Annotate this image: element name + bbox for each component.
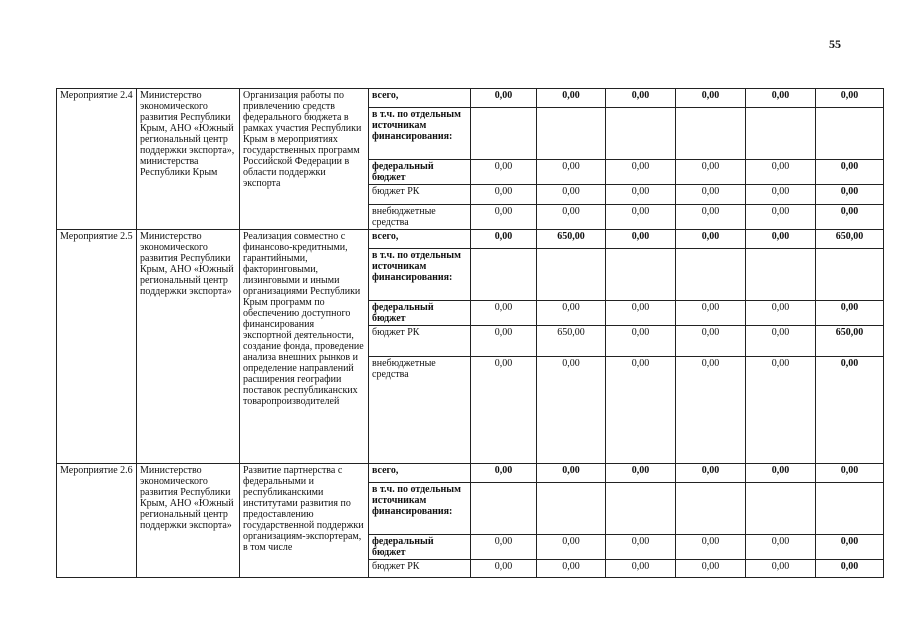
budget-table	[56, 88, 884, 578]
event-name: Мероприятие 2.6	[57, 464, 137, 578]
amount-cell: 0,00	[606, 160, 676, 185]
amount-cell	[746, 108, 816, 160]
amount-cell: 0,00	[471, 464, 537, 483]
amount-cell	[471, 108, 537, 160]
amount-cell: 0,00	[746, 535, 816, 560]
amount-cell	[816, 108, 884, 160]
funding-source-label: всего,	[369, 464, 471, 483]
amount-cell: 0,00	[746, 205, 816, 230]
amount-cell: 0,00	[746, 326, 816, 357]
amount-cell	[606, 249, 676, 301]
amount-cell: 0,00	[606, 185, 676, 205]
amount-cell: 0,00	[676, 205, 746, 230]
event-description: Организация работы по привлечению средств федерального бюджета в рамках участия Республики Крым в мероприятиях государственных программ Российской Федерации в области поддержки экспорта	[240, 89, 369, 230]
amount-cell: 0,00	[676, 535, 746, 560]
amount-cell: 0,00	[537, 357, 606, 464]
amount-cell: 0,00	[471, 205, 537, 230]
amount-cell: 0,00	[471, 185, 537, 205]
amount-cell: 0,00	[816, 160, 884, 185]
amount-cell: 0,00	[676, 185, 746, 205]
amount-cell: 0,00	[537, 89, 606, 108]
amount-cell	[537, 249, 606, 301]
amount-cell: 650,00	[537, 326, 606, 357]
event-description: Развитие партнерства с федеральными и республиканскими институтами развития по предоставлению государственной поддержки организациям-экспортерам, в том числе	[240, 464, 369, 578]
amount-cell: 650,00	[537, 230, 606, 249]
amount-cell: 0,00	[676, 89, 746, 108]
amount-cell: 0,00	[606, 357, 676, 464]
funding-source-label: бюджет РК	[369, 185, 471, 205]
amount-cell: 0,00	[471, 160, 537, 185]
budget-table-body	[57, 89, 884, 578]
amount-cell: 0,00	[746, 301, 816, 326]
amount-cell: 0,00	[537, 185, 606, 205]
funding-source-label: федеральный бюджет	[369, 160, 471, 185]
amount-cell: 0,00	[816, 185, 884, 205]
amount-cell: 0,00	[537, 301, 606, 326]
amount-cell: 0,00	[606, 560, 676, 578]
amount-cell: 0,00	[471, 89, 537, 108]
amount-cell	[676, 483, 746, 535]
executor: Министерство экономического развития Республики Крым, АНО «Южный региональный центр поддержки экспорта»	[137, 464, 240, 578]
funding-source-label: в т.ч. по отдельным источникам финансирования:	[369, 249, 471, 301]
amount-cell	[676, 249, 746, 301]
amount-cell: 0,00	[676, 464, 746, 483]
funding-source-label: в т.ч. по отдельным источникам финансирования:	[369, 108, 471, 160]
amount-cell: 0,00	[816, 464, 884, 483]
table-row	[57, 89, 884, 108]
amount-cell: 0,00	[746, 185, 816, 205]
amount-cell: 650,00	[816, 326, 884, 357]
amount-cell: 0,00	[471, 301, 537, 326]
amount-cell: 0,00	[606, 301, 676, 326]
amount-cell: 0,00	[606, 89, 676, 108]
amount-cell	[471, 483, 537, 535]
amount-cell: 0,00	[537, 535, 606, 560]
amount-cell: 0,00	[816, 205, 884, 230]
amount-cell: 0,00	[816, 301, 884, 326]
amount-cell: 0,00	[606, 326, 676, 357]
executor: Министерство экономического развития Республики Крым, АНО «Южный региональный центр поддержки экспорта», министерства Республики Крым	[137, 89, 240, 230]
amount-cell: 0,00	[471, 560, 537, 578]
amount-cell: 0,00	[816, 89, 884, 108]
amount-cell: 0,00	[471, 535, 537, 560]
table-row	[57, 230, 884, 249]
amount-cell: 0,00	[471, 326, 537, 357]
amount-cell: 0,00	[746, 464, 816, 483]
funding-source-label: внебюджетные средства	[369, 205, 471, 230]
amount-cell	[676, 108, 746, 160]
amount-cell	[537, 108, 606, 160]
amount-cell: 0,00	[676, 357, 746, 464]
funding-source-label: в т.ч. по отдельным источникам финансирования:	[369, 483, 471, 535]
amount-cell: 0,00	[816, 535, 884, 560]
amount-cell: 0,00	[606, 535, 676, 560]
amount-cell	[746, 483, 816, 535]
event-name: Мероприятие 2.4	[57, 89, 137, 230]
amount-cell: 0,00	[537, 560, 606, 578]
amount-cell	[537, 483, 606, 535]
amount-cell: 650,00	[816, 230, 884, 249]
amount-cell: 0,00	[606, 205, 676, 230]
amount-cell: 0,00	[537, 160, 606, 185]
funding-source-label: бюджет РК	[369, 326, 471, 357]
amount-cell: 0,00	[606, 464, 676, 483]
amount-cell: 0,00	[471, 357, 537, 464]
amount-cell	[606, 108, 676, 160]
amount-cell: 0,00	[746, 230, 816, 249]
funding-source-label: федеральный бюджет	[369, 535, 471, 560]
amount-cell: 0,00	[676, 230, 746, 249]
amount-cell: 0,00	[606, 230, 676, 249]
amount-cell: 0,00	[746, 560, 816, 578]
funding-source-label: бюджет РК	[369, 560, 471, 578]
amount-cell: 0,00	[816, 560, 884, 578]
page-number: 55	[829, 37, 841, 51]
amount-cell	[816, 249, 884, 301]
amount-cell: 0,00	[676, 301, 746, 326]
amount-cell: 0,00	[537, 464, 606, 483]
amount-cell: 0,00	[471, 230, 537, 249]
funding-source-label: всего,	[369, 230, 471, 249]
amount-cell: 0,00	[676, 560, 746, 578]
amount-cell: 0,00	[746, 160, 816, 185]
amount-cell: 0,00	[746, 357, 816, 464]
amount-cell	[471, 249, 537, 301]
amount-cell: 0,00	[537, 205, 606, 230]
executor: Министерство экономического развития Республики Крым, АНО «Южный региональный центр поддержки экспорта»	[137, 230, 240, 464]
amount-cell: 0,00	[746, 89, 816, 108]
funding-source-label: всего,	[369, 89, 471, 108]
event-name: Мероприятие 2.5	[57, 230, 137, 464]
amount-cell: 0,00	[676, 326, 746, 357]
amount-cell	[606, 483, 676, 535]
amount-cell	[816, 483, 884, 535]
amount-cell: 0,00	[816, 357, 884, 464]
amount-cell: 0,00	[676, 160, 746, 185]
funding-source-label: федеральный бюджет	[369, 301, 471, 326]
event-description: Реализация совместно с финансово-кредитными, гарантийными, факторинговыми, лизинговыми и иными организациями Республики Крым программ по обеспечению доступного финансирования экспортной деятельности, создание фонда, проведение анализа внешних рынков и определение направлений расширения географии поставок республиканских товаропроизводителей	[240, 230, 369, 464]
funding-source-label: внебюджетные средства	[369, 357, 471, 464]
table-row	[57, 464, 884, 483]
amount-cell	[746, 249, 816, 301]
